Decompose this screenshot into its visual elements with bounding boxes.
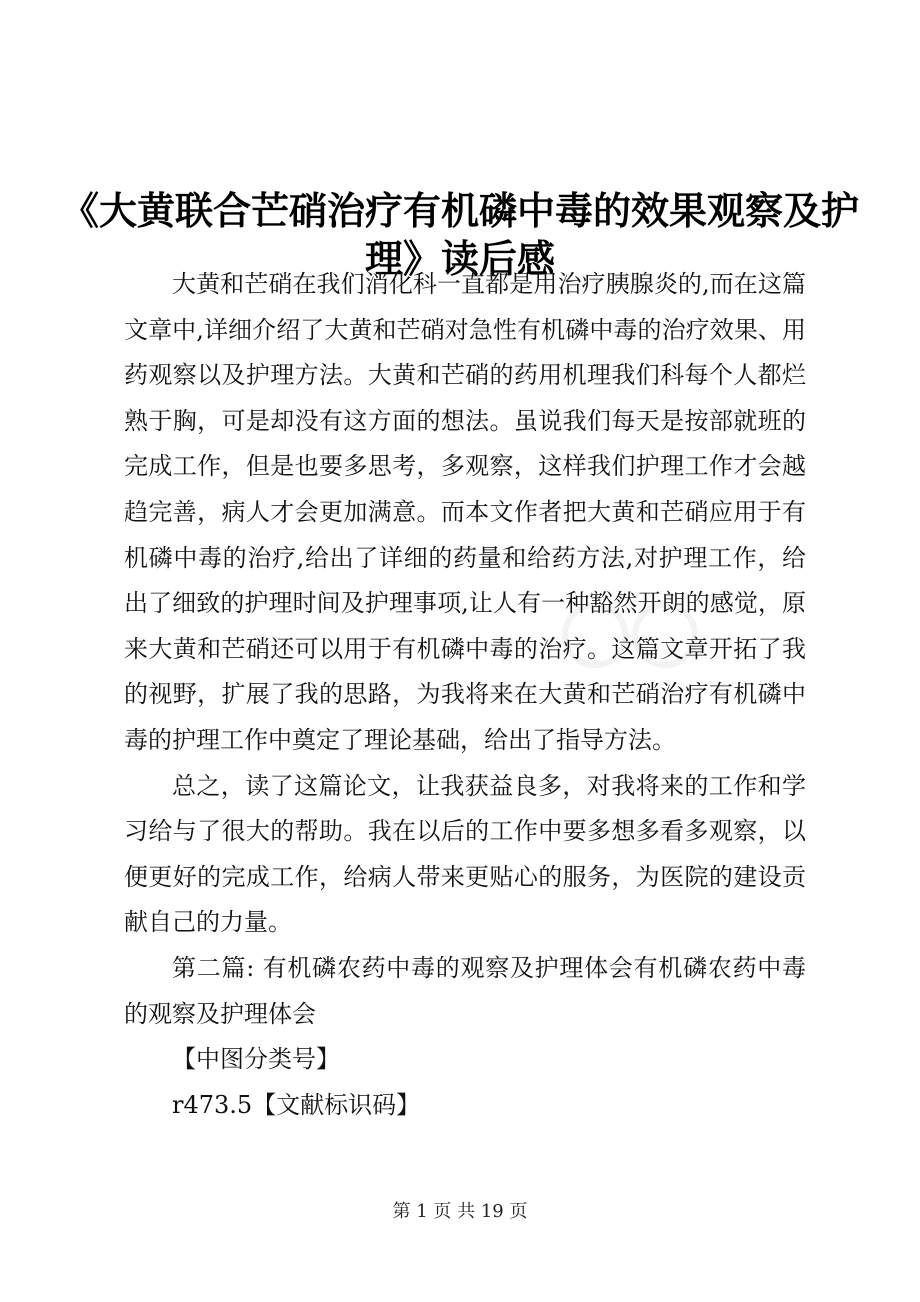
page-footer: 第 1 页 共 19 页 [392,1201,528,1222]
paragraph-1: 大黄和芒硝在我们消化科一直都是用治疗胰腺炎的,而在这篇文章中,详细介绍了大黄和芒硝对急性有机磷中毒的治疗效果、用药观察以及护理方法。大黄和芒硝的药用机理我们科每个人都烂熟于胸，可是却没有这方面的想法。虽说我们每天是按部就班的完成工作，但是也要多思考，多观察，这样我们护理工作才会越趋完善，病人才会更加满意。而本文作者把大黄和芒硝应用于有机磷中毒的治疗,给出了详细的药量和给药方法,对护理工作，给出了细致的护理时间及护理事项,让人有一种豁然开朗的感觉，原来大黄和芒硝还可以用于有机磷中毒的治疗。这篇文章开拓了我的视野，扩展了我的思路，为我将来在大黄和芒硝治疗有机磷中毒的护理工作中奠定了理论基础，给出了指导方法。 [124,270,806,754]
document-body [124,262,806,1128]
paragraph-3: 第二篇: 有机磷农药中毒的观察及护理体会有机磷农药中毒的观察及护理体会 [124,953,806,1028]
paragraph-4: 【中图分类号】 [172,1045,340,1074]
paragraph-5: r473.5【文献标识码】 [172,1090,421,1119]
paragraph-2: 总之，读了这篇论文，让我获益良多，对我将来的工作和学习给与了很大的帮助。我在以后的工作中要多想多看多观察，以便更好的完成工作，给病人带来更贴心的服务，为医院的建设贡献自己的力量。 [124,771,806,937]
page-title: 《大黄联合芒硝治疗有机磷中毒的效果观察及护理》读后感 [60,188,859,282]
